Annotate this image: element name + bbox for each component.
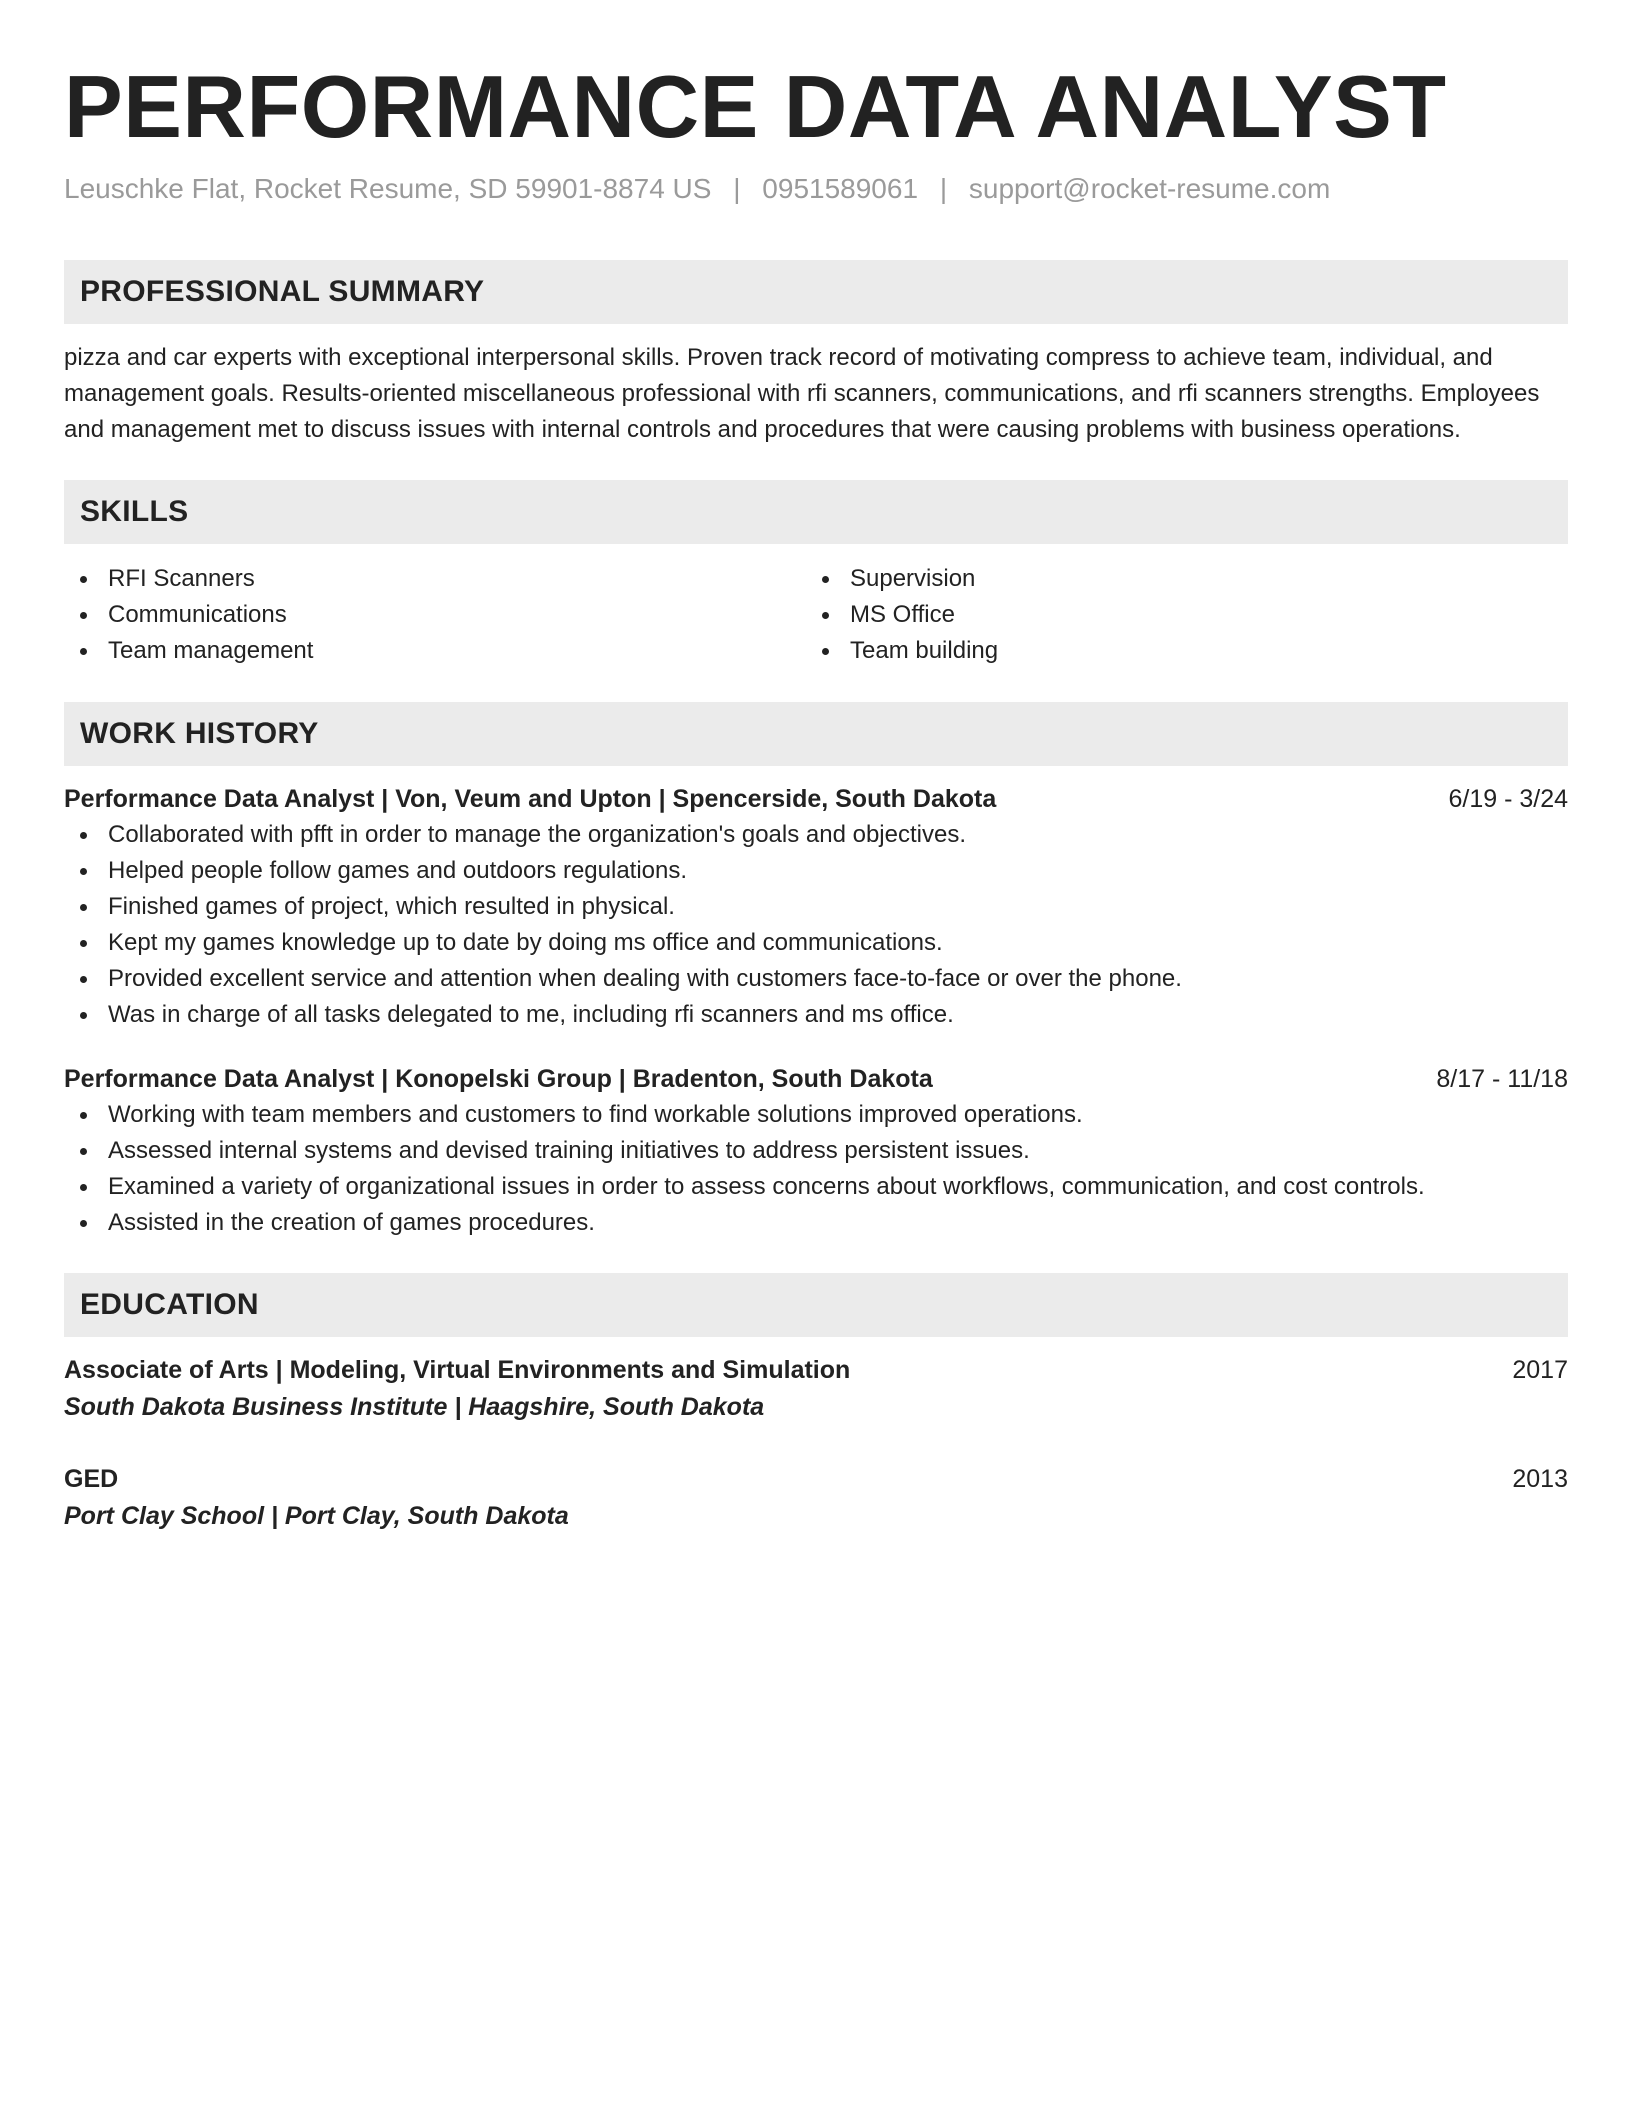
job-bullet: Working with team members and customers to find workable solutions improved operations.: [64, 1097, 1568, 1133]
skill-item: Supervision: [806, 561, 1548, 597]
skills-column-right: [806, 561, 1548, 669]
job-entry-header: [64, 781, 1568, 817]
job-title: Performance Data Analyst | Konopelski Group | Bradenton, South Dakota: [64, 1065, 933, 1093]
contact-separator: |: [733, 173, 741, 204]
job-entry-header: [64, 1061, 1568, 1097]
job-bullet: Assessed internal systems and devised training initiatives to address persistent issues.: [64, 1133, 1568, 1169]
skill-item: Communications: [64, 597, 806, 633]
skills-list: [64, 561, 1568, 669]
job-bullet: Helped people follow games and outdoors regulations.: [64, 853, 1568, 889]
job-bullet-list: [64, 817, 1568, 1033]
graduation-year: 2013: [1512, 1465, 1568, 1493]
education-entry-header: [64, 1352, 1568, 1388]
job-bullet-list: [64, 1097, 1568, 1241]
job-bullet: Provided excellent service and attention when dealing with customers face-to-face or over the phone.: [64, 961, 1568, 997]
summary-text: pizza and car experts with exceptional interpersonal skills. Proven track record of motivating compress to achieve team, individual, and management goals. Results-oriented miscellaneous professional with rfi scanners, communications, and rfi scanners strengths. Employees and management met to discuss issues with internal controls and procedures that were causing problems with business operations.: [64, 344, 1540, 443]
job-bullet: Was in charge of all tasks delegated to me, including rfi scanners and ms office.: [64, 997, 1568, 1033]
contact-email: support@rocket-resume.com: [968, 173, 1331, 204]
skills-column-left: [64, 561, 806, 669]
job-title: Performance Data Analyst | Von, Veum and Upton | Spencerside, South Dakota: [64, 785, 997, 813]
job-bullet: Finished games of project, which resulted in physical.: [64, 889, 1568, 925]
contact-phone: 0951589061: [762, 173, 919, 204]
job-dates: 8/17 - 11/18: [1436, 1065, 1568, 1093]
degree-title: Associate of Arts | Modeling, Virtual Environments and Simulation: [64, 1356, 851, 1384]
skills-section-heading: SKILLS: [64, 480, 1568, 544]
job-dates: 6/19 - 3/24: [1448, 785, 1568, 813]
graduation-year: 2017: [1512, 1356, 1568, 1384]
education-entry: [64, 1352, 1568, 1426]
job-bullet: Assisted in the creation of games procedures.: [64, 1205, 1568, 1241]
job-bullet: Collaborated with pfft in order to manage the organization's goals and objectives.: [64, 817, 1568, 853]
job-bullet: Examined a variety of organizational issues in order to assess concerns about workflows, communication, and cost controls.: [64, 1169, 1568, 1205]
school-name: South Dakota Business Institute | Haagshire, South Dakota: [64, 1393, 765, 1421]
resume-name: PERFORMANCE DATA ANALYST: [64, 57, 1447, 156]
contact-line: [64, 172, 1568, 206]
skill-item: RFI Scanners: [64, 561, 806, 597]
skill-item: Team management: [64, 633, 806, 669]
education-section-heading: EDUCATION: [64, 1273, 1568, 1337]
contact-separator: |: [939, 173, 948, 204]
skill-item: Team building: [806, 633, 1548, 669]
education-entry-header: [64, 1461, 1568, 1497]
education-entry: [64, 1461, 1568, 1535]
school-name: Port Clay School | Port Clay, South Dakota: [64, 1502, 569, 1530]
skill-item: MS Office: [806, 597, 1548, 633]
job-bullet: Kept my games knowledge up to date by doing ms office and communications.: [64, 925, 1568, 961]
degree-title: GED: [64, 1465, 119, 1493]
work-history-section-heading: WORK HISTORY: [64, 702, 1568, 766]
contact-address: Leuschke Flat, Rocket Resume, SD 59901-8874 US: [64, 173, 712, 204]
summary-section-heading: PROFESSIONAL SUMMARY: [64, 260, 1568, 324]
